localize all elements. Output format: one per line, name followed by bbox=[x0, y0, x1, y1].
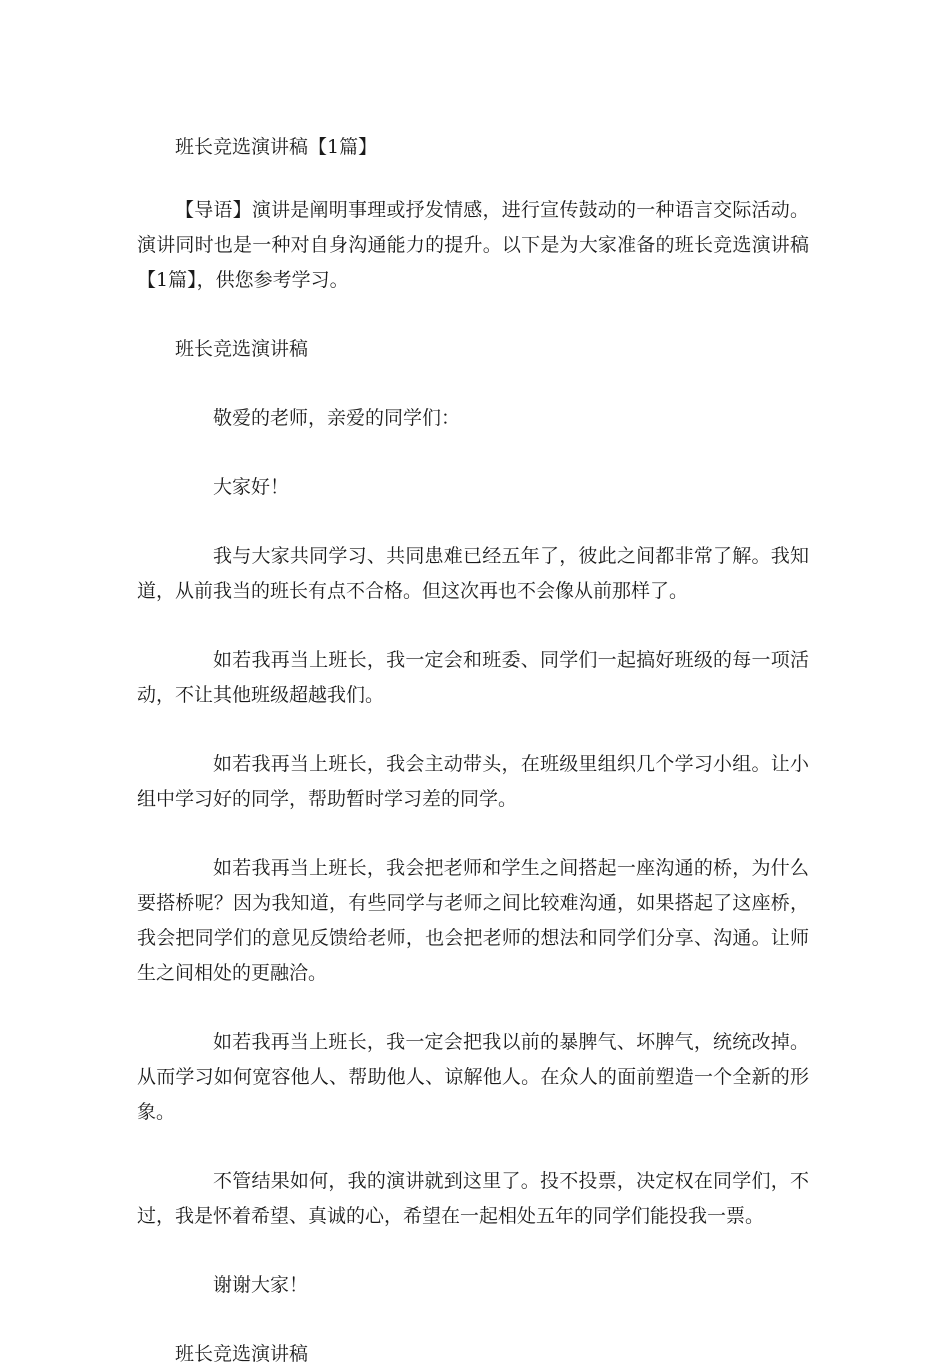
salutation: 敬爱的老师，亲爱的同学们： bbox=[213, 407, 461, 429]
document-body bbox=[137, 130, 809, 1372]
body-paragraph: 如若我再当上班长，我会主动带头，在班级里组织几个学习小组。让小组中学习好的同学，帮助暂时学习差的同学。 bbox=[137, 753, 809, 810]
body-paragraph: 如若我再当上班长，我会把老师和学生之间搭起一座沟通的桥，为什么要搭桥呢？因为我知道，有些同学与老师之间比较难沟通，如果搭起了这座桥，我会把同学们的意见反馈给老师，也会把老师的想法和同学们分享、沟通。让师生之间相处的更融洽。 bbox=[137, 857, 809, 984]
body-paragraph: 不管结果如何，我的演讲就到这里了。投不投票，决定权在同学们，不过，我是怀着希望、真诚的心，希望在一起相处五年的同学们能投我一票。 bbox=[137, 1170, 809, 1227]
greeting: 大家好！ bbox=[213, 476, 290, 498]
closing: 谢谢大家！ bbox=[213, 1274, 309, 1296]
intro-paragraph: 【导语】演讲是阐明事理或抒发情感，进行宣传鼓动的一种语言交际活动。演讲同时也是一种对自身沟通能力的提升。以下是为大家准备的班长竞选演讲稿【1篇】，供您参考学习。 bbox=[137, 199, 809, 291]
body-paragraph: 如若我再当上班长，我一定会把我以前的暴脾气、坏脾气，统统改掉。从而学习如何宽容他人、帮助他人、谅解他人。在众人的面前塑造一个全新的形象。 bbox=[137, 1031, 809, 1123]
document-title: 班长竞选演讲稿【1篇】 bbox=[175, 136, 378, 158]
section-heading: 班长竞选演讲稿 bbox=[175, 338, 309, 360]
body-paragraph: 我与大家共同学习、共同患难已经五年了，彼此之间都非常了解。我知道，从前我当的班长有点不合格。但这次再也不会像从前那样了。 bbox=[137, 545, 809, 602]
next-section-heading: 班长竞选演讲稿 bbox=[175, 1343, 309, 1365]
body-paragraph: 如若我再当上班长，我一定会和班委、同学们一起搞好班级的每一项活动，不让其他班级超越我们。 bbox=[137, 649, 809, 706]
